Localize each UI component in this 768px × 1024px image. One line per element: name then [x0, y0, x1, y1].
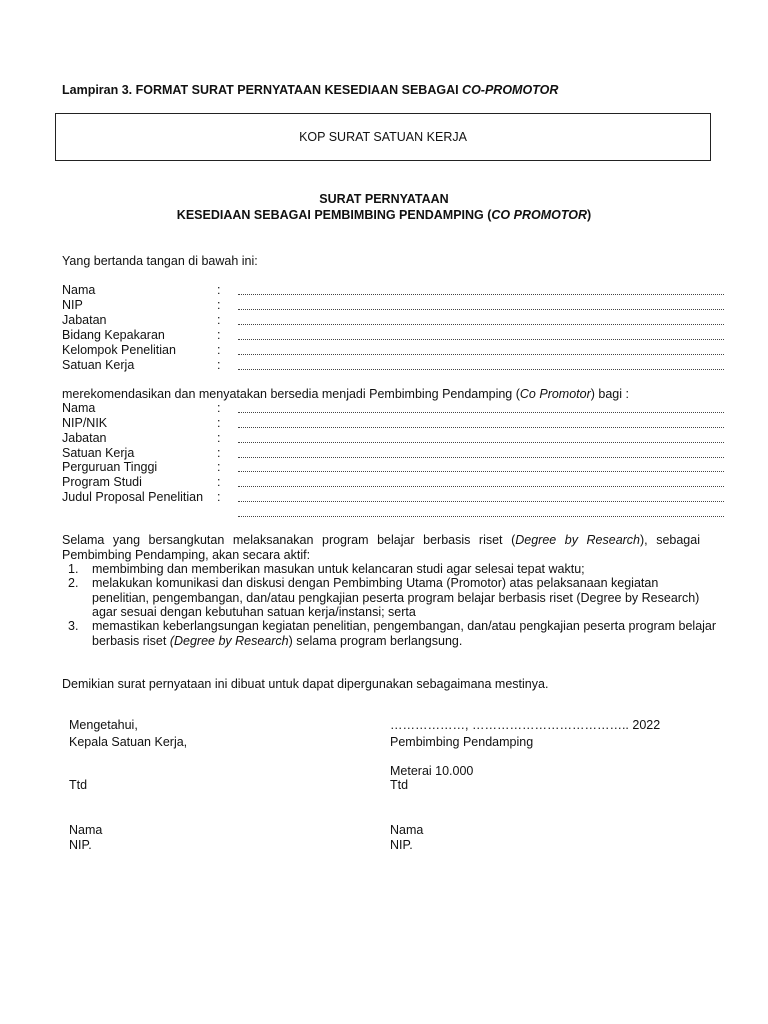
signer-field-satuan-kerja[interactable]: [62, 358, 724, 373]
candidate-field-nip-nik[interactable]: [62, 416, 724, 431]
fill-in-line[interactable]: [238, 442, 724, 443]
list-number: 1.: [68, 562, 79, 576]
body-paragraph: [62, 533, 700, 563]
document-heading-line1: SURAT PERNYATAAN: [319, 192, 449, 206]
sig-right-meterai: Meterai 10.000: [390, 764, 474, 778]
field-label: Nama: [62, 401, 96, 415]
fill-in-line[interactable]: [238, 457, 724, 458]
fill-in-line[interactable]: [238, 471, 724, 472]
candidate-field-program-studi[interactable]: [62, 475, 724, 490]
candidate-field-nama[interactable]: [62, 401, 724, 416]
recommendation-text: [62, 387, 629, 401]
attachment-title-text: Lampiran 3. FORMAT SURAT PERNYATAAN KESEDIAAN SEBAGAI: [62, 83, 463, 97]
field-label: Program Studi: [62, 475, 142, 489]
recommendation-prefix: merekomendasikan dan menyatakan bersedia menjadi Pembimbing Pendamping (: [62, 387, 520, 401]
body-text-b: ), sebagai Pembimbing Pendamping, akan secara aktif:: [62, 533, 700, 562]
signer-field-kelompok-penelitian[interactable]: [62, 343, 724, 358]
list-number: 2.: [68, 576, 79, 590]
field-label: Judul Proposal Penelitian: [62, 490, 204, 504]
field-colon: :: [217, 313, 221, 327]
sig-left-ttd: Ttd: [69, 778, 88, 792]
fill-in-line[interactable]: [238, 294, 724, 295]
closing-text: Demikian surat pernyataan ini dibuat untuk dapat dipergunakan sebagaimana mestinya.: [62, 677, 549, 691]
sig-right-nip: NIP.: [390, 838, 413, 852]
field-colon: :: [217, 490, 221, 504]
letterhead-text: KOP SURAT SATUAN KERJA: [299, 130, 467, 144]
field-label: Kelompok Penelitian: [62, 343, 176, 357]
sig-left-name: Nama: [69, 823, 103, 837]
list-number: 3.: [68, 619, 79, 633]
attachment-title-italic: CO-PROMOTOR: [462, 83, 559, 97]
sig-right-role: Pembimbing Pendamping: [390, 735, 534, 749]
list-text: membimbing dan memberikan masukan untuk kelancaran studi agar selesai tepat waktu;: [92, 562, 585, 576]
candidate-field-satuan-kerja[interactable]: [62, 446, 724, 461]
fill-in-line[interactable]: [238, 309, 724, 310]
recommendation-italic: Co Promotor: [519, 387, 591, 401]
fill-in-line[interactable]: [238, 339, 724, 340]
field-colon: :: [217, 401, 221, 415]
body-text-italic: Degree by Research: [515, 533, 641, 547]
attachment-title: [62, 83, 558, 97]
fill-in-line[interactable]: [238, 516, 724, 517]
field-colon: :: [217, 358, 221, 372]
field-label: Satuan Kerja: [62, 358, 135, 372]
field-colon: :: [217, 283, 221, 297]
candidate-field-jabatan[interactable]: [62, 431, 724, 446]
candidate-field-judul-proposal-continued[interactable]: [62, 505, 724, 520]
field-label: Jabatan: [62, 431, 107, 445]
sig-left-line1: Mengetahui,: [69, 718, 138, 732]
sig-left-nip: NIP.: [69, 838, 92, 852]
body-text-a: Selama yang bersangkutan melaksanakan program belajar berbasis riset (: [62, 533, 516, 547]
fill-in-line[interactable]: [238, 324, 724, 325]
field-label: Bidang Kepakaran: [62, 328, 165, 342]
field-label: Perguruan Tinggi: [62, 460, 158, 474]
candidate-field-perguruan-tinggi[interactable]: [62, 460, 724, 475]
signer-field-jabatan[interactable]: [62, 313, 724, 328]
field-colon: :: [217, 446, 221, 460]
list-text: melakukan komunikasi dan diskusi dengan Pembimbing Utama (Promotor) atas pelaksanaan kegiatan penelitian, pengembangan, dan/atau pengkajian peserta program belajar berbasis riset (Degree by Research) agar sesuai dengan kebutuhan satuan kerja/instansi; serta: [92, 576, 700, 619]
fill-in-line[interactable]: [238, 412, 724, 413]
list-text-italic: (Degree by Research: [169, 633, 289, 648]
list-text-b: ) selama program berlangsung.: [288, 633, 463, 648]
fill-in-line[interactable]: [238, 486, 724, 487]
sig-right-name: Nama: [390, 823, 424, 837]
fill-in-line[interactable]: [238, 354, 724, 355]
field-label: Nama: [62, 283, 96, 297]
signer-field-bidang-kepakaran[interactable]: [62, 328, 724, 343]
list-text: [92, 619, 718, 648]
signer-field-nama[interactable]: [62, 283, 724, 298]
field-colon: :: [217, 460, 221, 474]
field-colon: :: [217, 343, 221, 357]
sig-right-ttd: Ttd: [390, 778, 409, 792]
fill-in-line[interactable]: [238, 501, 724, 502]
field-colon: :: [217, 298, 221, 312]
list-text-a: memastikan keberlangsungan kegiatan penelitian, pengembangan, dan/atau pengkajian peserta program belajar berbasis riset: [92, 619, 717, 648]
heading-line2-italic: CO PROMOTOR: [491, 208, 588, 222]
field-colon: :: [217, 475, 221, 489]
heading-line2-prefix: KESEDIAAN SEBAGAI PEMBIMBING PENDAMPING (: [176, 208, 492, 222]
sig-left-line2: Kepala Satuan Kerja,: [69, 735, 188, 749]
signer-field-nip[interactable]: [62, 298, 724, 313]
field-colon: :: [217, 328, 221, 342]
intro-text: Yang bertanda tangan di bawah ini:: [62, 254, 258, 268]
fill-in-line[interactable]: [238, 369, 724, 370]
heading-line2-suffix: ): [587, 208, 592, 222]
sig-right-date-line: ………………, ……………………………….. 2022: [390, 718, 661, 732]
field-label: Jabatan: [62, 313, 107, 327]
field-label: NIP: [62, 298, 83, 312]
document-heading-line2: [0, 208, 768, 222]
field-colon: :: [217, 416, 221, 430]
fill-in-line[interactable]: [238, 427, 724, 428]
field-label: NIP/NIK: [62, 416, 108, 430]
candidate-field-judul-proposal[interactable]: [62, 490, 724, 505]
letterhead-box: [55, 113, 711, 161]
field-label: Satuan Kerja: [62, 446, 135, 460]
field-colon: :: [217, 431, 221, 445]
recommendation-suffix: ) bagi :: [590, 387, 629, 401]
